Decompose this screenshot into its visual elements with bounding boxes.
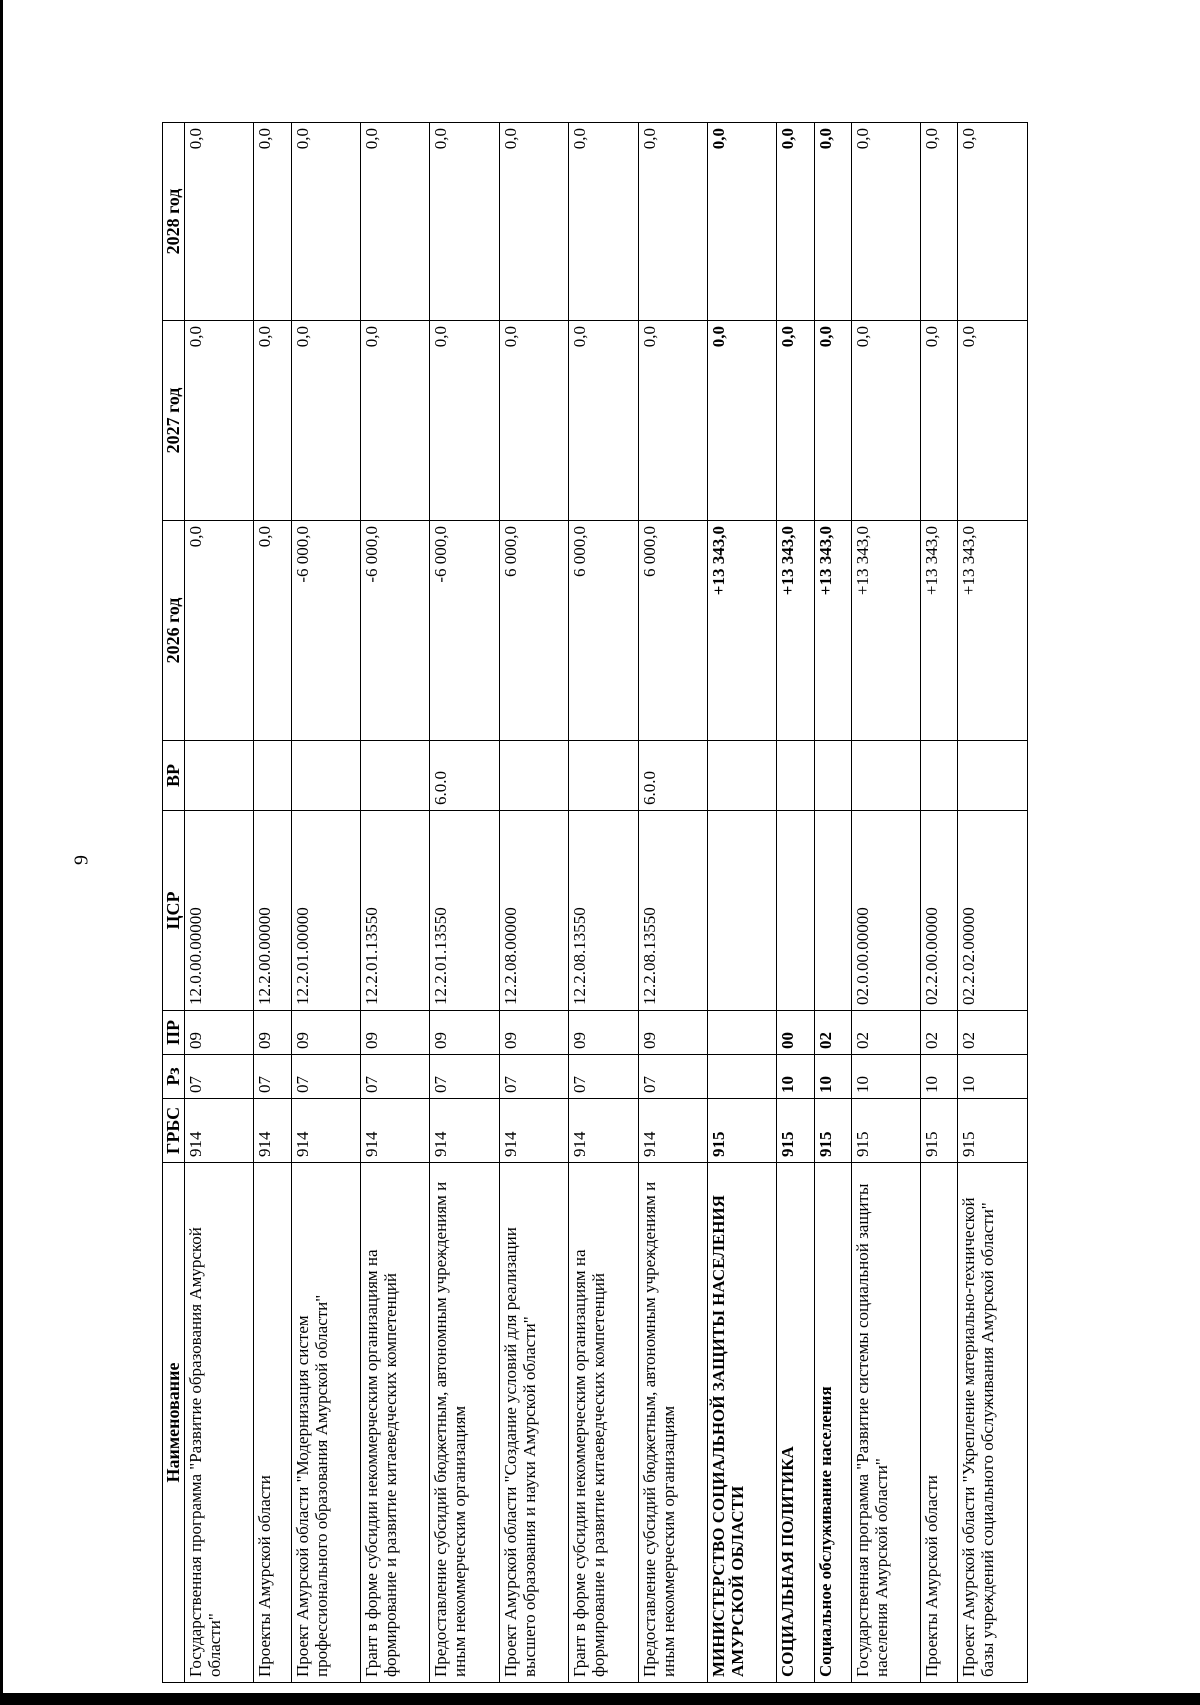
row-vr: 6.0.0	[638, 741, 707, 811]
row-name: Социальное обслуживание населения	[814, 1163, 851, 1683]
table-row	[499, 123, 568, 1683]
row-2027: 0,0	[569, 321, 638, 521]
row-csr: 02.0.00.00000	[851, 811, 920, 1011]
row-pr: 02	[851, 1011, 920, 1055]
row-grbs: 914	[254, 1099, 291, 1163]
row-vr	[254, 741, 291, 811]
table-row	[958, 123, 1028, 1683]
table-row	[185, 123, 254, 1683]
row-vr	[958, 741, 1028, 811]
row-name: Проект Амурской области "Модернизация систем профессионального образования Амурской области"	[291, 1163, 360, 1683]
row-2028: 0,0	[430, 123, 499, 321]
row-csr	[814, 811, 851, 1011]
row-2026: 0,0	[254, 521, 291, 741]
row-2027: 0,0	[291, 321, 360, 521]
row-pr: 09	[430, 1011, 499, 1055]
rotated-table-container	[162, 123, 1028, 1683]
row-pr: 09	[638, 1011, 707, 1055]
budget-table	[162, 122, 1028, 1683]
row-rz: 10	[851, 1055, 920, 1099]
row-2026: -6 000,0	[361, 521, 430, 741]
row-name: Проекты Амурской области	[254, 1163, 291, 1683]
row-grbs: 914	[499, 1099, 568, 1163]
row-rz: 10	[958, 1055, 1028, 1099]
row-grbs: 915	[707, 1099, 776, 1163]
row-2028: 0,0	[638, 123, 707, 321]
row-csr: 12.2.08.13550	[569, 811, 638, 1011]
header-pr: ПР	[163, 1011, 185, 1055]
row-vr	[814, 741, 851, 811]
row-pr: 09	[361, 1011, 430, 1055]
row-2028: 0,0	[291, 123, 360, 321]
row-2028: 0,0	[254, 123, 291, 321]
row-2028: 0,0	[499, 123, 568, 321]
row-name: Грант в форме субсидии некоммерческим организациям на формирование и развитие китаеведческих компетенций	[569, 1163, 638, 1683]
row-rz: 07	[185, 1055, 254, 1099]
row-name: Предоставление субсидий бюджетным, автономным учреждениям и иным некоммерческим организациям	[638, 1163, 707, 1683]
row-grbs: 914	[361, 1099, 430, 1163]
row-rz: 07	[361, 1055, 430, 1099]
row-rz: 07	[291, 1055, 360, 1099]
row-grbs: 914	[430, 1099, 499, 1163]
row-2028: 0,0	[921, 123, 958, 321]
row-2027: 0,0	[921, 321, 958, 521]
row-grbs: 915	[851, 1099, 920, 1163]
row-csr: 02.2.00.00000	[921, 811, 958, 1011]
row-vr: 6.0.0	[430, 741, 499, 811]
header-row	[163, 123, 185, 1683]
row-csr	[707, 811, 776, 1011]
row-pr: 00	[777, 1011, 814, 1055]
row-vr	[851, 741, 920, 811]
row-grbs: 915	[921, 1099, 958, 1163]
table-row	[851, 123, 920, 1683]
header-2026: 2026 год	[163, 521, 185, 741]
row-vr	[291, 741, 360, 811]
row-2028: 0,0	[777, 123, 814, 321]
row-csr: 12.2.01.13550	[361, 811, 430, 1011]
row-pr	[707, 1011, 776, 1055]
row-2027: 0,0	[499, 321, 568, 521]
row-vr	[361, 741, 430, 811]
row-vr	[569, 741, 638, 811]
row-csr: 12.2.01.00000	[291, 811, 360, 1011]
table-row	[291, 123, 360, 1683]
row-pr: 09	[291, 1011, 360, 1055]
row-csr: 12.0.00.00000	[185, 811, 254, 1011]
row-rz: 07	[430, 1055, 499, 1099]
row-rz: 10	[921, 1055, 958, 1099]
row-2028: 0,0	[569, 123, 638, 321]
table-row	[254, 123, 291, 1683]
row-vr	[499, 741, 568, 811]
table-row	[814, 123, 851, 1683]
row-csr: 12.2.08.13550	[638, 811, 707, 1011]
row-vr	[707, 741, 776, 811]
row-name: Грант в форме субсидии некоммерческим организациям на формирование и развитие китаеведческих компетенций	[361, 1163, 430, 1683]
row-2026: 6 000,0	[499, 521, 568, 741]
row-2026: 0,0	[185, 521, 254, 741]
row-rz: 07	[569, 1055, 638, 1099]
row-rz	[707, 1055, 776, 1099]
table-row	[707, 123, 776, 1683]
row-name: Проект Амурской области "Создание условий для реализации высшего образования и науки Амурской области"	[499, 1163, 568, 1683]
row-pr: 09	[185, 1011, 254, 1055]
page-number: 9	[70, 855, 93, 865]
table-row	[361, 123, 430, 1683]
row-2028: 0,0	[814, 123, 851, 321]
row-rz: 10	[814, 1055, 851, 1099]
row-2026: 6 000,0	[569, 521, 638, 741]
table-row	[777, 123, 814, 1683]
row-2026: 6 000,0	[638, 521, 707, 741]
header-csr: ЦСР	[163, 811, 185, 1011]
row-2027: 0,0	[814, 321, 851, 521]
row-name: Государственная программа "Развитие системы социальной защиты населения Амурской области"	[851, 1163, 920, 1683]
row-name: Проекты Амурской области	[921, 1163, 958, 1683]
row-grbs: 914	[569, 1099, 638, 1163]
row-2026: -6 000,0	[291, 521, 360, 741]
row-2027: 0,0	[777, 321, 814, 521]
header-2028: 2028 год	[163, 123, 185, 321]
row-2028: 0,0	[851, 123, 920, 321]
row-rz: 07	[638, 1055, 707, 1099]
scan-bottom-edge	[0, 1693, 1200, 1705]
row-name: СОЦИАЛЬНАЯ ПОЛИТИКА	[777, 1163, 814, 1683]
row-csr: 02.2.02.00000	[958, 811, 1028, 1011]
row-2027: 0,0	[707, 321, 776, 521]
row-pr: 09	[499, 1011, 568, 1055]
row-2028: 0,0	[185, 123, 254, 321]
row-name: Проект Амурской области "Укрепление материально-технической базы учреждений социального обслуживания Амурской области"	[958, 1163, 1028, 1683]
row-pr: 09	[569, 1011, 638, 1055]
row-csr: 12.2.00.00000	[254, 811, 291, 1011]
table-row	[921, 123, 958, 1683]
row-pr: 02	[814, 1011, 851, 1055]
row-2026: +13 343,0	[777, 521, 814, 741]
row-2026: +13 343,0	[958, 521, 1028, 741]
row-vr	[921, 741, 958, 811]
row-rz: 07	[254, 1055, 291, 1099]
row-name: Государственная программа "Развитие образования Амурской области"	[185, 1163, 254, 1683]
row-2026: +13 343,0	[707, 521, 776, 741]
row-vr	[777, 741, 814, 811]
row-grbs: 914	[185, 1099, 254, 1163]
row-rz: 07	[499, 1055, 568, 1099]
header-name: Наименование	[163, 1163, 185, 1683]
row-pr: 09	[254, 1011, 291, 1055]
row-2026: +13 343,0	[921, 521, 958, 741]
row-vr	[185, 741, 254, 811]
table-row	[430, 123, 499, 1683]
row-2027: 0,0	[638, 321, 707, 521]
row-2027: 0,0	[851, 321, 920, 521]
row-2027: 0,0	[361, 321, 430, 521]
row-csr: 12.2.01.13550	[430, 811, 499, 1011]
row-2027: 0,0	[958, 321, 1028, 521]
row-grbs: 914	[638, 1099, 707, 1163]
row-rz: 10	[777, 1055, 814, 1099]
row-csr: 12.2.08.00000	[499, 811, 568, 1011]
row-2026: +13 343,0	[851, 521, 920, 741]
header-2027: 2027 год	[163, 321, 185, 521]
header-grbs: ГРБС	[163, 1099, 185, 1163]
row-2028: 0,0	[361, 123, 430, 321]
row-grbs: 914	[291, 1099, 360, 1163]
row-2026: -6 000,0	[430, 521, 499, 741]
header-vr: ВР	[163, 741, 185, 811]
row-2028: 0,0	[707, 123, 776, 321]
row-csr	[777, 811, 814, 1011]
row-2027: 0,0	[254, 321, 291, 521]
row-2026: +13 343,0	[814, 521, 851, 741]
row-2028: 0,0	[958, 123, 1028, 321]
row-grbs: 915	[814, 1099, 851, 1163]
table-row	[638, 123, 707, 1683]
row-name: МИНИСТЕРСТВО СОЦИАЛЬНОЙ ЗАЩИТЫ НАСЕЛЕНИЯ АМУРСКОЙ ОБЛАСТИ	[707, 1163, 776, 1683]
row-2027: 0,0	[185, 321, 254, 521]
row-2027: 0,0	[430, 321, 499, 521]
header-rz: Рз	[163, 1055, 185, 1099]
row-name: Предоставление субсидий бюджетным, автономным учреждениям и иным некоммерческим организациям	[430, 1163, 499, 1683]
scan-left-edge	[0, 0, 3, 1705]
row-pr: 02	[958, 1011, 1028, 1055]
row-pr: 02	[921, 1011, 958, 1055]
row-grbs: 915	[777, 1099, 814, 1163]
table-row	[569, 123, 638, 1683]
row-grbs: 915	[958, 1099, 1028, 1163]
table-body	[185, 123, 1028, 1683]
